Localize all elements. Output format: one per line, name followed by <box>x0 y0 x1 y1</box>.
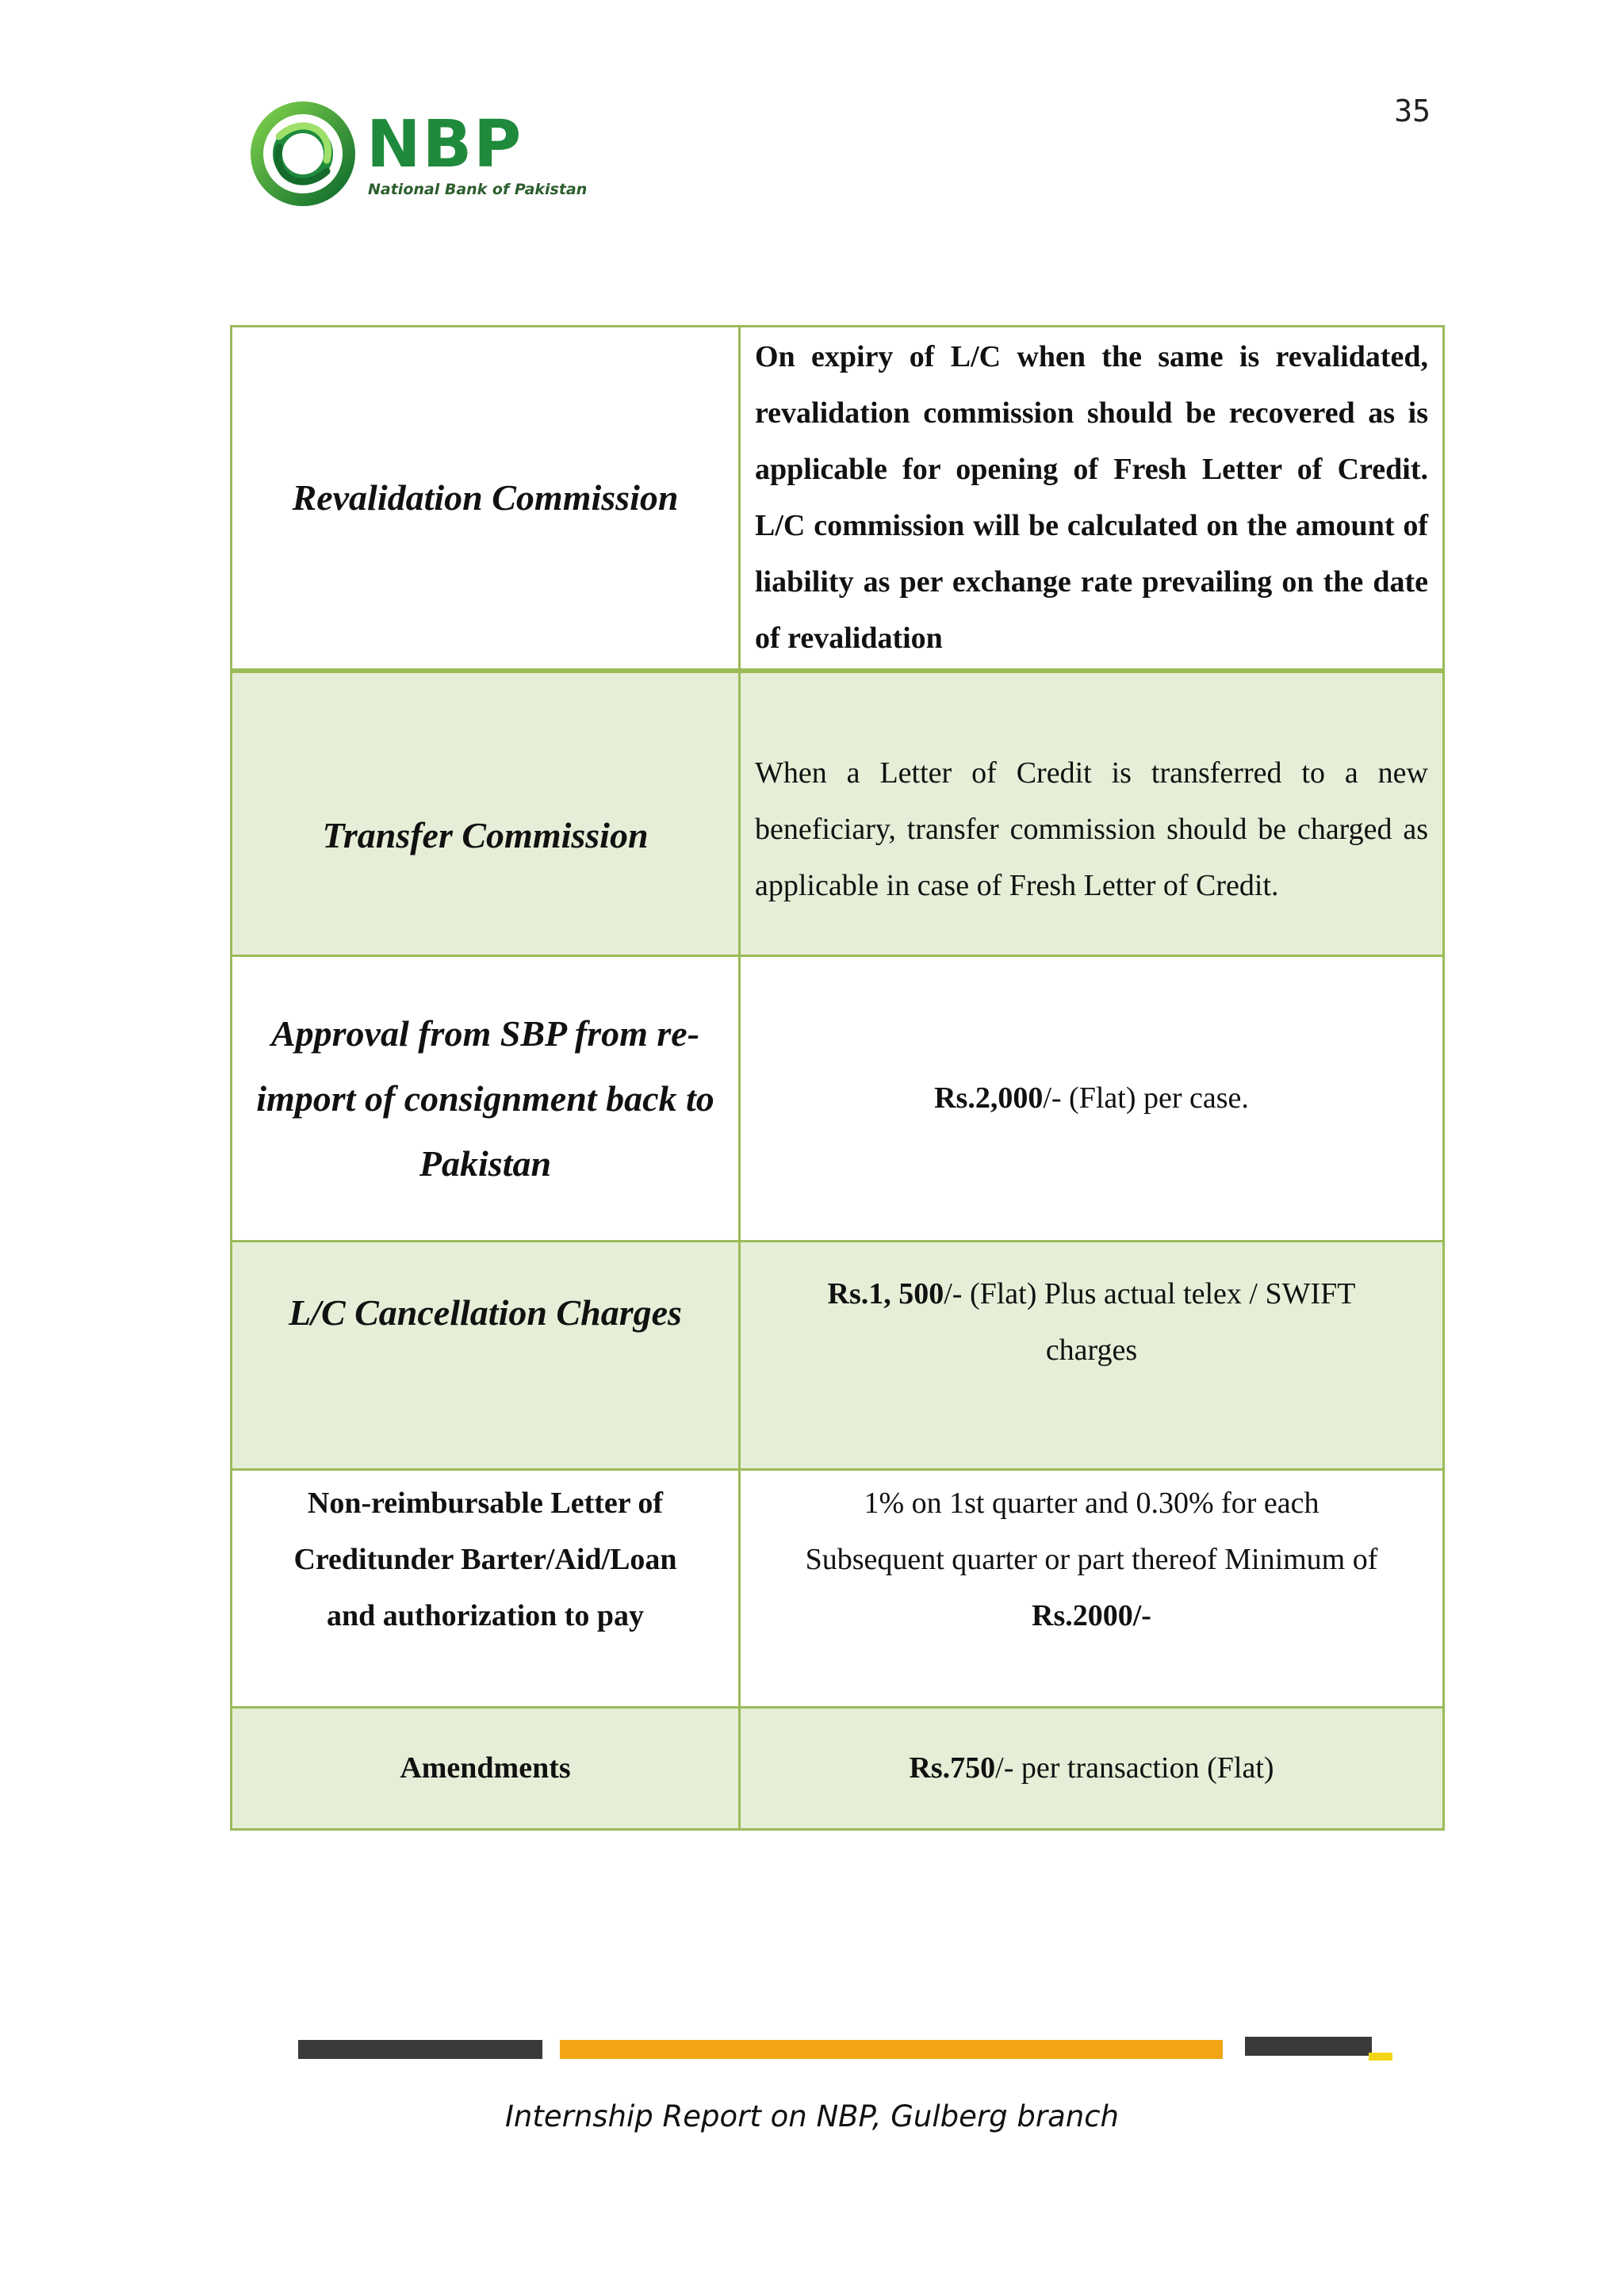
row-label-cell <box>232 671 740 956</box>
row-value-cell <box>740 956 1444 1242</box>
row-label-cell <box>232 1242 740 1470</box>
footer-bar-accent <box>1369 2053 1392 2061</box>
row-label-cell <box>232 1470 740 1708</box>
row-value-cell <box>740 671 1444 956</box>
row-value <box>752 1070 1431 1127</box>
row-value-cell <box>740 1708 1444 1830</box>
row-label: Approval from SBP from re-import of consignment back to Pakistan <box>256 1012 714 1184</box>
amount-bold: Rs.2,000 <box>934 1081 1044 1115</box>
row-label-cell <box>232 956 740 1242</box>
table-row <box>232 671 1444 956</box>
nbp-emblem-icon <box>247 98 358 209</box>
row-value-line: 1% on 1st quarter and 0.30% for each <box>864 1487 1320 1520</box>
footer-bar-orange <box>560 2040 1223 2059</box>
nbp-logo <box>247 98 612 217</box>
row-label: L/C Cancellation Charges <box>289 1292 682 1333</box>
charges-table <box>230 325 1445 1831</box>
table-row <box>232 1242 1444 1470</box>
table-row <box>232 956 1444 1242</box>
amount-rest: /- per transaction (Flat) <box>995 1751 1274 1785</box>
row-value-line: Subsequent quarter or part thereof Minimum of <box>805 1543 1378 1576</box>
row-value-line: Rs.2000/- <box>1032 1599 1151 1632</box>
row-label: Revalidation Commission <box>292 476 679 518</box>
table-row <box>232 327 1444 671</box>
row-label-cell <box>232 1708 740 1830</box>
row-label: Transfer Commission <box>322 815 649 856</box>
row-value: When a Letter of Credit is transferred to a new beneficiary, transfer commission should be charged as applicable in case of Fresh Letter of Credit. <box>755 756 1428 902</box>
footer-bar-dark-left <box>298 2040 542 2059</box>
page-number: 35 <box>1394 94 1431 128</box>
row-value: On expiry of L/C when the same is revalidated, revalidation commission should be recovered as is applicable for opening of Fresh Letter of Credit. L/C commission will be calculated on the amount of liability as per exchange rate prevailing on the date of revalidation <box>755 339 1428 655</box>
row-label-line: and authorization to pay <box>326 1599 645 1632</box>
row-value-cell <box>740 1242 1444 1470</box>
footer-bar-dark-right <box>1245 2037 1372 2056</box>
amount-bold: Rs.1, 500 <box>827 1277 944 1311</box>
amount-rest: /- (Flat) per case. <box>1043 1081 1249 1115</box>
amount-bold: Rs.750 <box>909 1751 996 1785</box>
table-row <box>232 1708 1444 1830</box>
footer-decorative-bars <box>298 2035 1392 2067</box>
row-value-cell <box>740 1470 1444 1708</box>
row-label: Amendments <box>400 1751 571 1785</box>
row-value-cell <box>740 327 1444 671</box>
footer-text: Internship Report on NBP, Gulberg branch <box>504 2099 1119 2133</box>
row-label-cell <box>232 327 740 671</box>
table-row <box>232 1470 1444 1708</box>
row-value <box>752 1740 1431 1797</box>
amount-rest: /- (Flat) Plus actual telex / SWIFT charges <box>944 1277 1356 1367</box>
row-label-line: Non-reimbursable Letter of <box>307 1487 664 1520</box>
row-label-line: Creditunder Barter/Aid/Loan <box>293 1543 677 1576</box>
row-value <box>752 1266 1431 1379</box>
logo-wordmark: NBP <box>366 107 523 182</box>
logo-subtitle: National Bank of Pakistan <box>368 181 588 198</box>
